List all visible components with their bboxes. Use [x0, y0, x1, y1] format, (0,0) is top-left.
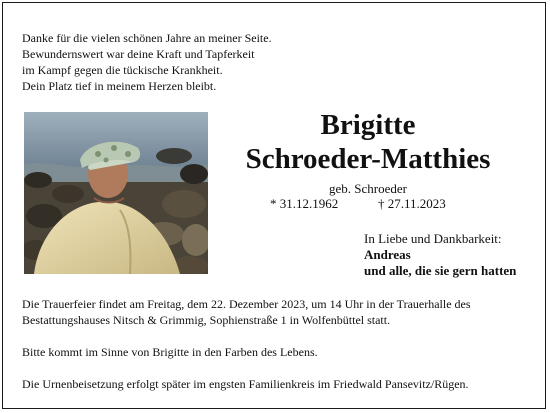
- mourner-name: Andreas: [364, 247, 411, 262]
- funeral-line-1: Die Trauerfeier findet am Freitag, dem 22. Dezember 2023, um 14 Uhr in der Trauerhalle des: [22, 297, 471, 311]
- poem-line: Dein Platz tief in meinem Herzen bleibt.: [22, 79, 217, 93]
- mourners-others: und alle, die sie gern hatten: [364, 263, 517, 278]
- last-name: Schroeder-Matthies: [245, 143, 491, 175]
- funeral-notice: [22, 296, 527, 328]
- funeral-line-2: Bestattungshauses Nitsch & Grimmig, Sophienstraße 1 in Wolfenbüttel statt.: [22, 313, 391, 327]
- birth-name: geb. Schroeder: [329, 181, 407, 196]
- notice-block: [22, 296, 527, 392]
- poem-line: im Kampf gegen die tückische Krankheit.: [22, 63, 223, 77]
- first-name: Brigitte: [320, 109, 416, 141]
- life-dates: [270, 196, 446, 211]
- poem-line: Danke für die vielen schönen Jahre an meiner Seite.: [22, 31, 272, 45]
- deceased-name: [208, 108, 528, 176]
- poem-line: Bewundernswert war deine Kraft und Tapferkeit: [22, 47, 255, 61]
- burial-notice: Die Urnenbeisetzung erfolgt später im engsten Familienkreis im Friedwald Pansevitz/Rügen.: [22, 377, 469, 391]
- birth-date: * 31.12.1962: [270, 196, 339, 211]
- mourners-block: [364, 231, 516, 279]
- mourners-intro: In Liebe und Dankbarkeit:: [364, 231, 502, 246]
- death-date: † 27.11.2023: [378, 196, 446, 211]
- dress-notice: Bitte kommt im Sinne von Brigitte in den Farben des Lebens.: [22, 345, 318, 359]
- portrait-photo: [24, 112, 208, 274]
- poem-block: [22, 30, 272, 94]
